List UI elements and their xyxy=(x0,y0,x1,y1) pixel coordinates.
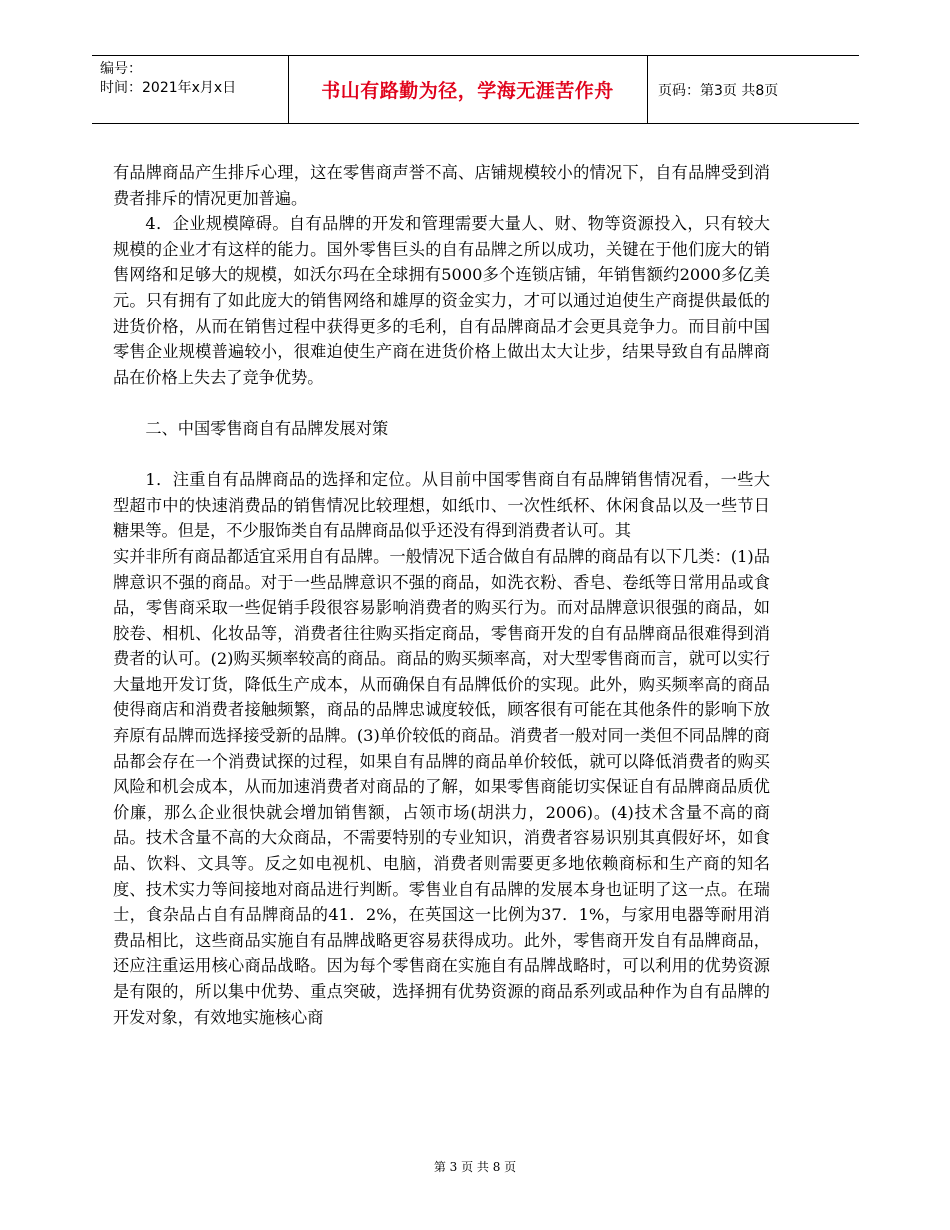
header-page-number: 页码：第3页 共8页 xyxy=(658,82,779,99)
header-motto: 书山有路勤为径，学海无涯苦作舟 xyxy=(321,80,614,102)
paragraph: 4．企业规模障碍。自有品牌的开发和管理需要大量人、财、物等资源投入，只有较大规模的企业才有这样的能力。国外零售巨头的自有品牌之所以成功，关键在于他们庞大的销售网络和足够大的规模，如沃尔玛在全球拥有5000多个连锁店铺，年销售额约2000多亿美元。只有拥有了如此庞大的销售网络和雄厚的资金实力，才可以通过迫使生产商提供最低的进货价格，从而在销售过程中获得更多的毛利，自有品牌商品才会更具竞争力。而目前中国零售企业规模普遍较小，很难迫使生产商在进货价格上做出太大让步，结果导致自有品牌商品在价格上失去了竞争优势。 xyxy=(113,214,770,387)
paragraph: 1．注重自有品牌商品的选择和定位。从目前中国零售商自有品牌销售情况看，一些大型超市中的快速消费品的销售情况比较理想，如纸巾、一次性纸杯、休闲食品以及一些节日糖果等。但是，不少服饰类自有品牌商品似乎还没有得到消费者认可。其 xyxy=(113,470,770,541)
paragraph: 实并非所有商品都适宜采用自有品牌。一般情况下适合做自有品牌的商品有以下几类：(1)品牌意识不强的商品。对于一些品牌意识不强的商品，如洗衣粉、香皂、卷纸等日常用品或食品，零售商采取一些促销手段很容易影响消费者的购买行为。而对品牌意识很强的商品，如胶卷、相机、化妆品等，消费者往往购买指定商品，零售商开发的自有品牌商品很难得到消费者的认可。(2)购买频率较高的商品。商品的购买频率高，对大型零售商而言，就可以实行大量地开发订货，降低生产成本，从而确保自有品牌低价的实现。此外，购买频率高的商品使得商店和消费者接触频繁，商品的品牌忠诚度较低，顾客很有可能在其他条件的影响下放弃原有品牌而选择接受新的品牌。(3)单价较低的商品。消费者一般对同一类但不同品牌的商品都会存在一个消费试探的过程，如果自有品牌的商品单价较低，就可以降低消费者的购买风险和机会成本，从而加速消费者对商品的了解，如果零售商能切实保证自有品牌商品质优价廉，那么企业很快就会增加销售额，占领市场(胡洪力，2006)。(4)技术含量不高的商品。技术含量不高的大众商品，不需要特别的专业知识，消费者容易识别其真假好坏，如食品、饮料、文具等。反之如电视机、电脑，消费者则需要更多地依赖商标和生产商的知名度、技术实力等间接地对商品进行判断。零售业自有品牌的发展本身也证明了这一点。在瑞士，食杂品占自有品牌商品的41．2%，在英国这一比例为37．1%，与家用电器等耐用消费品相比，这些商品实施自有品牌战略更容易获得成功。此外，零售商开发自有品牌商品，还应注重运用核心商品战略。因为每个零售商在实施自有品牌战略时，可以利用的优势资源是有限的，所以集中优势、重点突破，选择拥有优势资源的商品系列或品种作为自有品牌的开发对象，有效地实施核心商 xyxy=(113,546,770,1027)
header-divider xyxy=(647,56,648,123)
page-footer: 第 3 页 共 8 页 xyxy=(433,1160,517,1174)
page-header xyxy=(92,55,859,124)
document-body xyxy=(113,160,770,1030)
document-date-label: 时间：2021年x月x日 xyxy=(100,80,237,96)
header-meta xyxy=(100,60,236,98)
document-number-label: 编号： xyxy=(100,61,142,77)
paragraph: 有品牌商品产生排斥心理，这在零售商声誉不高、店铺规模较小的情况下，自有品牌受到消费者排斥的情况更加普遍。 xyxy=(113,163,770,208)
section-heading: 二、中国零售商自有品牌发展对策 xyxy=(145,418,389,438)
